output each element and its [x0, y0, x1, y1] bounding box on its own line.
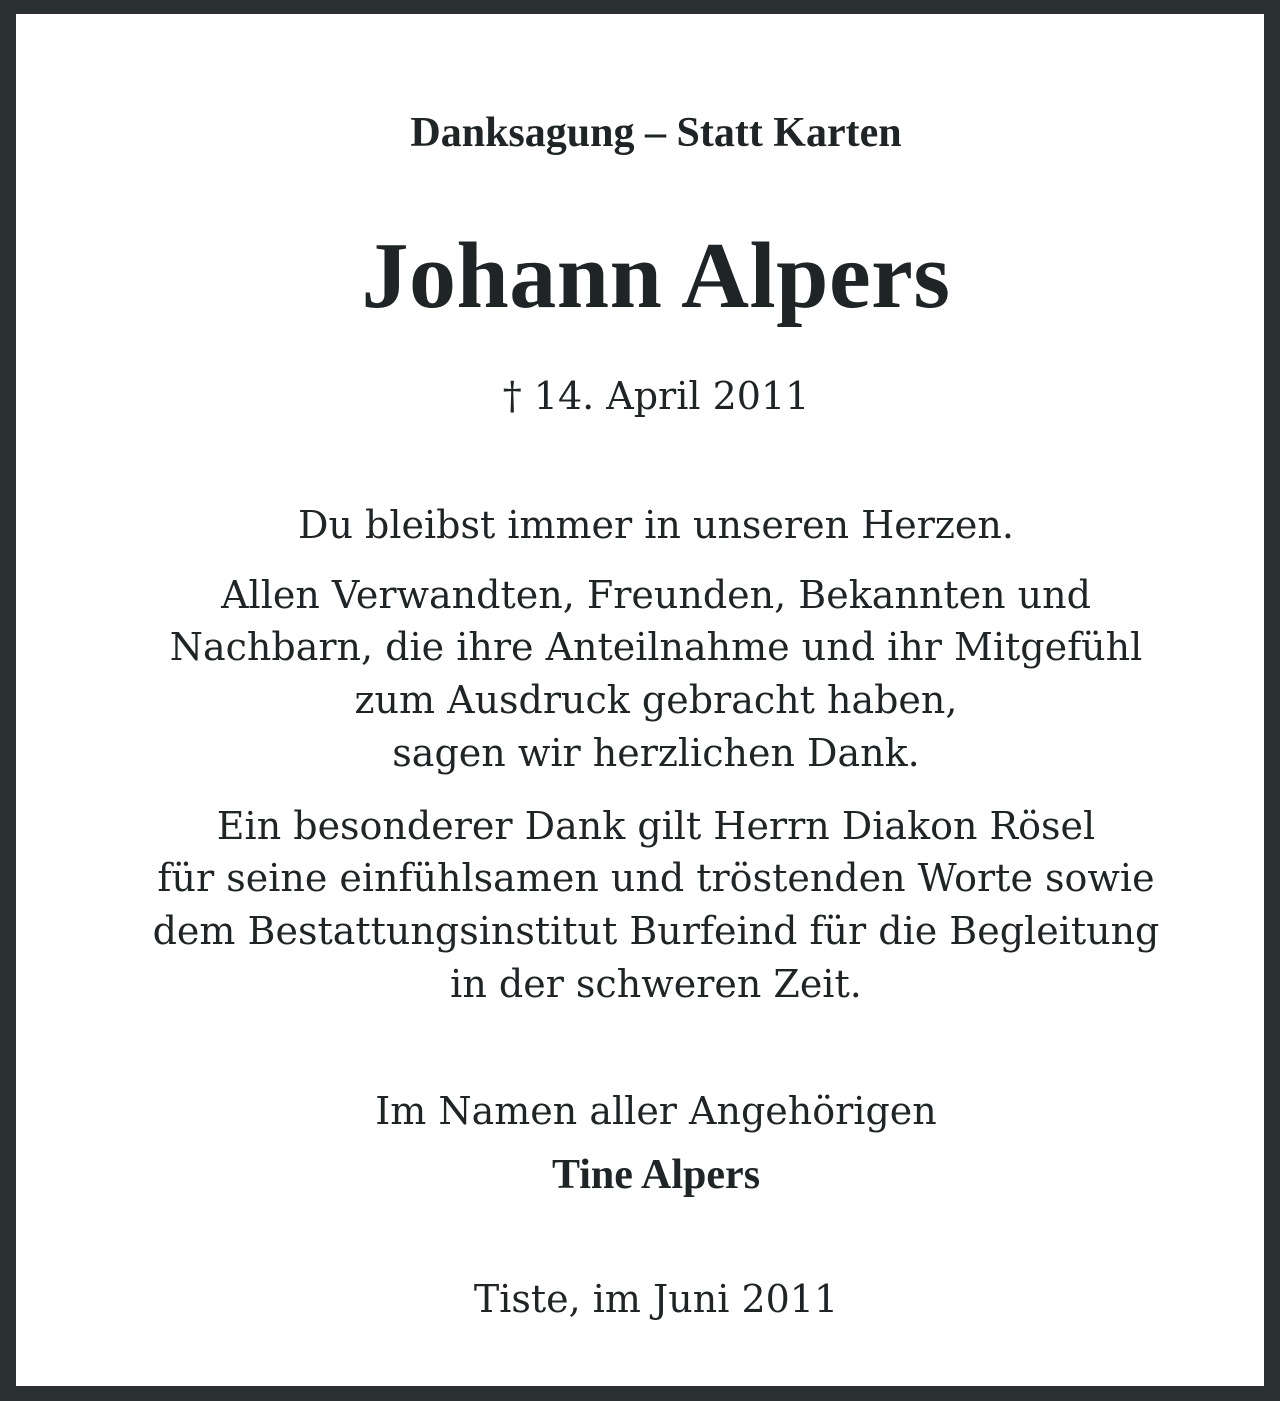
- thanks-paragraph-line: Allen Verwandten, Freunden, Bekannten und: [221, 573, 1091, 617]
- thanks-paragraph-line: zum Ausdruck gebracht haben,: [354, 678, 958, 722]
- thanks-paragraph-line: sagen wir herzlichen Dank.: [392, 731, 920, 775]
- thanks-paragraph-line: Nachbarn, die ihre Anteilnahme und ihr Mitgefühl: [169, 625, 1143, 669]
- place-date: Tiste, im Juni 2011: [473, 1277, 839, 1321]
- on-behalf-line: Im Namen aller Angehörigen: [375, 1089, 937, 1133]
- notice-header: Danksagung – Statt Karten: [410, 110, 902, 156]
- special-thanks-line: in der schweren Zeit.: [450, 962, 862, 1006]
- signer-name: Tine Alpers: [551, 1152, 761, 1198]
- deceased-name: Johann Alpers: [361, 224, 951, 328]
- quote-line: Du bleibst immer in unseren Herzen.: [298, 503, 1014, 547]
- death-date: † 14. April 2011: [502, 374, 810, 418]
- special-thanks-line: für seine einfühlsamen und tröstenden Worte sowie: [157, 856, 1155, 900]
- special-thanks-line: Ein besonderer Dank gilt Herrn Diakon Rösel: [216, 804, 1096, 848]
- special-thanks-line: dem Bestattungsinstitut Burfeind für die Begleitung: [152, 909, 1160, 953]
